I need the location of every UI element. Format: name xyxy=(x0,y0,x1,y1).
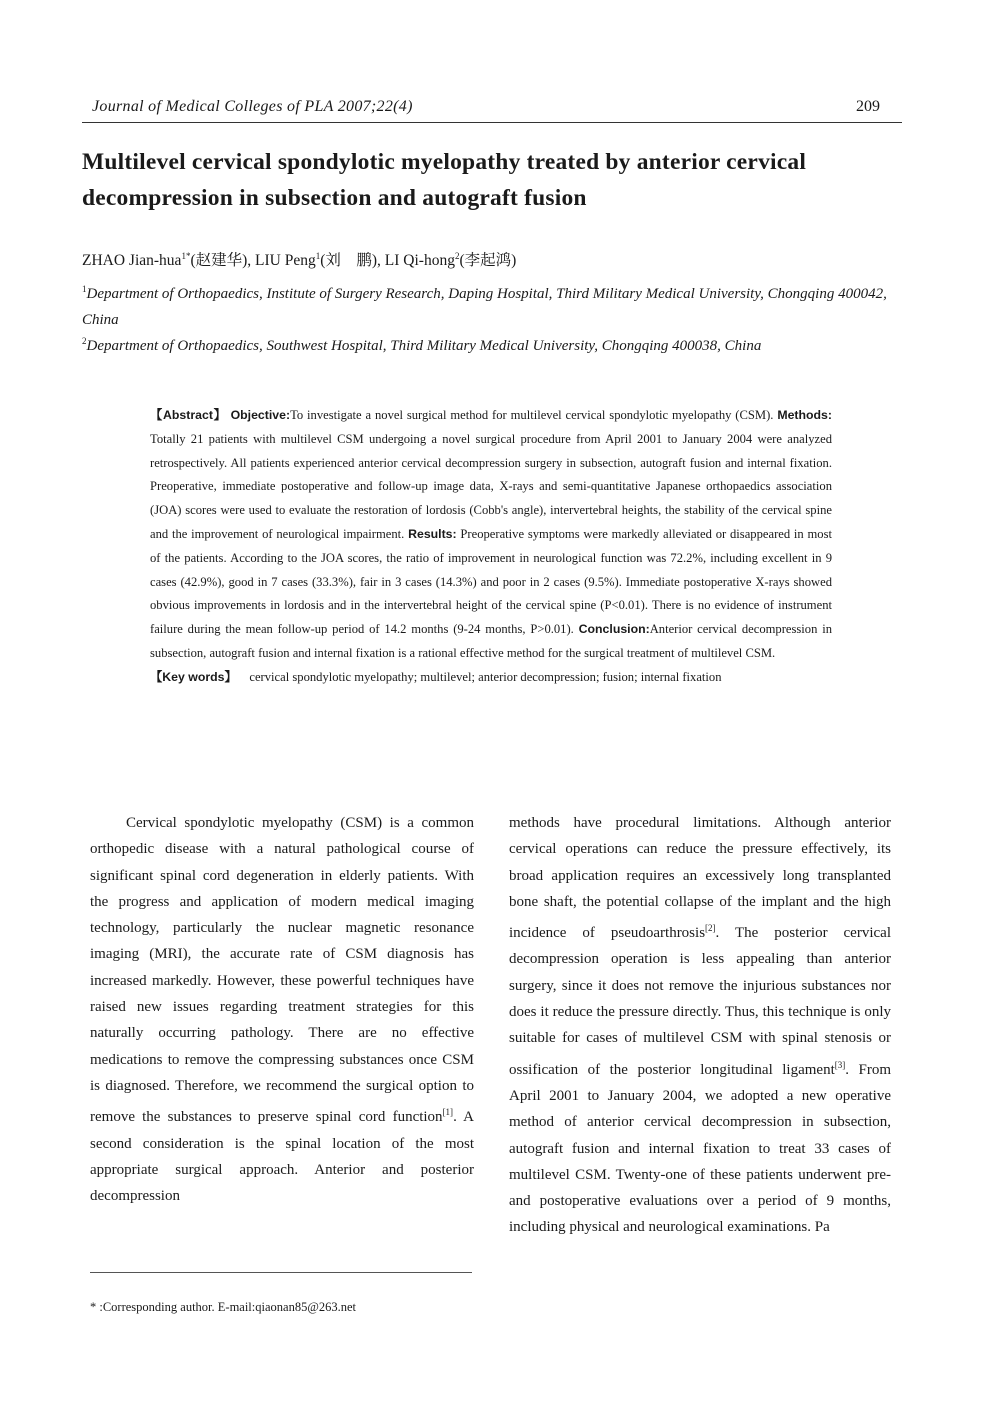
abstract-label: 【Abstract】 xyxy=(150,408,227,422)
body-text: . From April 2001 to January 2004, we adopted a new operative method of anterior cervical decompression in subsection, autograft fusion and internal fixation to treat 33 cases of multilevel CSM. Twenty-one of these patients underwent pre-and postoperative evaluations over a period of 9 months, including physical and neurological examinations. Pa xyxy=(509,1061,891,1236)
author-chinese-name: (赵建华) xyxy=(190,252,248,269)
body-left-column xyxy=(90,810,474,1209)
author-chinese-name: (刘 鹏) xyxy=(320,252,378,269)
footnote: * :Corresponding author. E-mail:qiaonan85@263.net xyxy=(90,1300,356,1314)
body-text: methods have procedural limitations. Although anterior cervical operations can reduce the pressure effectively, its broad application requires an excessively long transplanted bone shaft, the potential collapse of the implant and the high incidence of pseudoarthrosis xyxy=(509,815,891,942)
methods-text: Totally 21 patients with multilevel CSM undergoing a novel surgical procedure from April 2001 to January 2004 were analyzed retrospectively. All patients experienced anterior cervical decompression surgery in subsection, autograft fusion and internal fixation. Preoperative, immediate postoperative and follow-up image data, X-rays and semi-quantitative Japanese orthopaedics association (JOA) scores were used to evaluate the restoration of lordosis (Cobb's angle), intervertebral heights, the stability of the cervical spine and the improvement of neurological impairment. xyxy=(150,431,832,541)
body-right-column xyxy=(509,810,891,1241)
citation-ref: [3] xyxy=(834,1059,846,1070)
footnote-rule xyxy=(90,1272,472,1273)
conclusion-text: Anterior cervical decompression in subsection, autograft fusion and internal fixation is a rational effective method for the surgical treatment of multilevel CSM. xyxy=(150,622,832,660)
results-text: Preoperative symptoms were markedly alleviated or disappeared in most of the patients. According to the JOA scores, the ratio of improvement in neurological function was 72.2%, including excellent in 9 cases (42.9%), good in 7 cases (33.3%), fair in 3 cases (14.3%) and poor in 2 cases (9.5%). Immediate postoperative X-rays showed obvious improvements in lordosis and in the intervertebral height of the cervical spine (P<0.01). There is no evidence of instrument failure during the mean follow-up period of 14.2 months (9-24 months, P>0.01). xyxy=(150,526,833,637)
affiliation-text: Department of Orthopaedics, Institute of Surgery Research, Daping Hospital, Third Military Medical University, Chongqing 400042, China xyxy=(82,286,887,328)
citation-ref: [1] xyxy=(442,1107,454,1118)
abstract-block xyxy=(150,404,832,690)
results-label: Results: xyxy=(408,526,457,541)
keywords-text: cervical spondylotic myelopathy; multilevel; anterior decompression; fusion; internal fixation xyxy=(249,669,722,684)
abstract-paragraph xyxy=(150,404,832,666)
header-rule xyxy=(82,122,902,123)
affiliation-sup: 2 xyxy=(82,336,87,346)
objective-text: To investigate a novel surgical method for multilevel cervical spondylotic myelopathy (CSM). xyxy=(290,408,774,422)
author-line: ZHAO Jian-hua$^{1*}$(赵建华), LIU Peng$^1$(刘 鹏), LI Qi-hong$^2$(李起鸿) xyxy=(82,250,517,269)
body-text: . The posterior cervical decompression operation is less appealing than anterior surgery, since it does not remove the injurious substances nor does it reduce the pressure directly. Thus, this technique is only suitable for cases of multilevel CSM with spinal stenosis or ossification of the posterior longitudinal ligament xyxy=(509,925,891,1078)
journal-header: Journal of Medical Colleges of PLA 2007;22(4) xyxy=(92,98,413,115)
author-chinese-name: (李起鸿) xyxy=(459,252,517,269)
author-sup: 1 xyxy=(315,250,321,261)
citation-ref: [2] xyxy=(705,923,716,934)
keywords-label: 【Key words】 xyxy=(150,669,237,684)
article-title: Multilevel cervical spondylotic myelopathy treated by anterior cervical decompression in subsection and autograft fusion xyxy=(82,149,807,211)
page-number: 209 xyxy=(856,98,880,115)
author-name: LI Qi-hong xyxy=(384,252,455,269)
author-sup: 2 xyxy=(454,250,460,261)
body-paragraph xyxy=(90,810,474,1209)
affiliation-sup: 1 xyxy=(82,284,87,294)
keywords-paragraph xyxy=(150,666,832,690)
body-text: . A second consideration is the spinal location of the most appropriate surgical approach. Anterior and posterior decompression xyxy=(90,1109,474,1205)
affiliation-text: Department of Orthopaedics, Southwest Hospital, Third Military Medical University, Chongqing 400038, China xyxy=(86,338,762,354)
affiliation-2 xyxy=(82,328,907,359)
body-text: Cervical spondylotic myelopathy (CSM) is a common orthopedic disease with a natural pathological course of significant spinal cord degeneration in elderly patients. With the progress and application of modern medical imaging technology, particularly the nuclear magnetic resonance imaging (MRI), the accurate rate of CSM diagnosis has increased markedly. However, these powerful techniques have raised new issues regarding treatment strategies for this naturally occurring pathology. There are no effective medications to remove the compressing substances once CSM is diagnosed. Therefore, we recommend the surgical option to remove the substances to preserve spinal cord function xyxy=(90,815,474,1126)
author-sup: 1* xyxy=(181,250,191,261)
conclusion-label: Conclusion: xyxy=(578,622,650,637)
author-name: LIU Peng xyxy=(255,252,316,269)
methods-label: Methods: xyxy=(777,408,832,422)
author-name: ZHAO Jian-hua xyxy=(82,252,182,269)
body-paragraph xyxy=(509,810,891,1241)
objective-label: Objective: xyxy=(230,408,291,422)
affiliation-1 xyxy=(82,276,907,333)
